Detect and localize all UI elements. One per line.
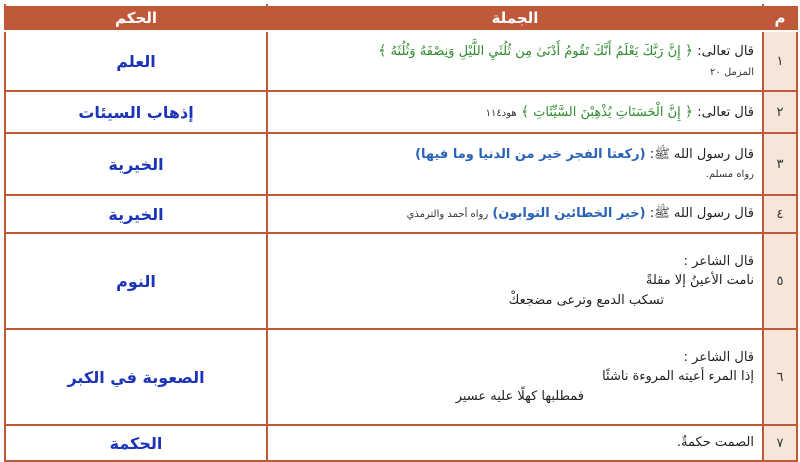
header-num: م xyxy=(763,5,797,31)
poem-second-hemistich: تسكب الدمع وترعى مضجعكْ xyxy=(508,292,664,308)
table-row xyxy=(5,329,797,425)
row-number: ٢ xyxy=(763,91,797,133)
sentence-intro: قال تعالى: xyxy=(697,104,754,120)
table-row xyxy=(5,133,797,195)
table-row xyxy=(5,195,797,233)
row-number: ٧ xyxy=(763,425,797,461)
table-row xyxy=(5,31,797,91)
row-sentence xyxy=(267,91,763,133)
row-sentence xyxy=(267,425,763,461)
poet-intro: قال الشاعر : xyxy=(683,349,754,365)
ornate-bracket-icon: ﴾ xyxy=(378,42,387,59)
row-sentence xyxy=(267,133,763,195)
quran-verse: إِنَّ الْحَسَنَاتِ يُذْهِبْنَ السَّيِّئَاتِ xyxy=(533,104,681,120)
row-verdict: العلم xyxy=(5,31,267,91)
row-sentence xyxy=(267,329,763,425)
hadith-text: (ركعتا الفجر خير من الدنيا وما فيها) xyxy=(415,146,646,162)
hadith-reference: رواه مسلم. xyxy=(705,169,754,180)
row-number: ١ xyxy=(763,31,797,91)
row-sentence xyxy=(267,31,763,91)
row-verdict: الصعوبة في الكبر xyxy=(5,329,267,425)
hadith-text: (خير الخطائين التوابون) xyxy=(492,206,646,222)
sentence-verdict-table xyxy=(4,4,798,462)
row-verdict: الخيرية xyxy=(5,195,267,233)
table-row xyxy=(5,233,797,329)
row-verdict: الخيرية xyxy=(5,133,267,195)
row-verdict: إذهاب السيئات xyxy=(5,91,267,133)
table-header-row xyxy=(5,5,797,31)
row-number: ٥ xyxy=(763,233,797,329)
row-verdict: الحكمة xyxy=(5,425,267,461)
table-row xyxy=(5,91,797,133)
row-sentence xyxy=(267,233,763,329)
row-number: ٤ xyxy=(763,195,797,233)
ornate-bracket-icon: ﴾ xyxy=(520,103,530,120)
header-verdict: الحكم xyxy=(5,5,267,31)
row-number: ٦ xyxy=(763,329,797,425)
poet-intro: قال الشاعر : xyxy=(683,253,754,269)
row-verdict: النوم xyxy=(5,233,267,329)
poem-first-hemistich: إذا المرء أعيته المروءة ناشئًا xyxy=(602,369,754,385)
quran-verse: إِنَّ رَبَّكَ يَعْلَمُ أَنَّكَ تَقُومُ أَدْنَىٰ مِن ثُلُثَيِ اللَّيْلِ وَنِصْفَهُ وَثُلُثَهُ xyxy=(390,43,681,59)
sentence-text: الصمت حكمةٌ. xyxy=(676,435,754,451)
row-sentence xyxy=(267,195,763,233)
hadith-reference: رواه أحمد والترمذي xyxy=(406,209,489,221)
poem-first-hemistich: نامت الأعينُ إلا مقلةً xyxy=(645,273,754,289)
sentence-intro: قال تعالى: xyxy=(697,43,754,59)
row-number: ٣ xyxy=(763,133,797,195)
sentence-intro: قال رسول الله ﷺ: xyxy=(649,146,754,162)
header-sentence: الجملة xyxy=(267,5,763,31)
sentence-intro: قال رسول الله ﷺ: xyxy=(649,206,754,222)
ornate-bracket-icon: ﴿ xyxy=(684,103,694,120)
verse-reference: المزمل ٢٠ xyxy=(710,66,754,78)
verse-reference: هود١١٤ xyxy=(485,107,517,119)
ornate-bracket-icon: ﴿ xyxy=(684,42,694,59)
table-row xyxy=(5,425,797,461)
poem-second-hemistich: فمطلبها كهلًا عليه عسير xyxy=(455,388,584,404)
